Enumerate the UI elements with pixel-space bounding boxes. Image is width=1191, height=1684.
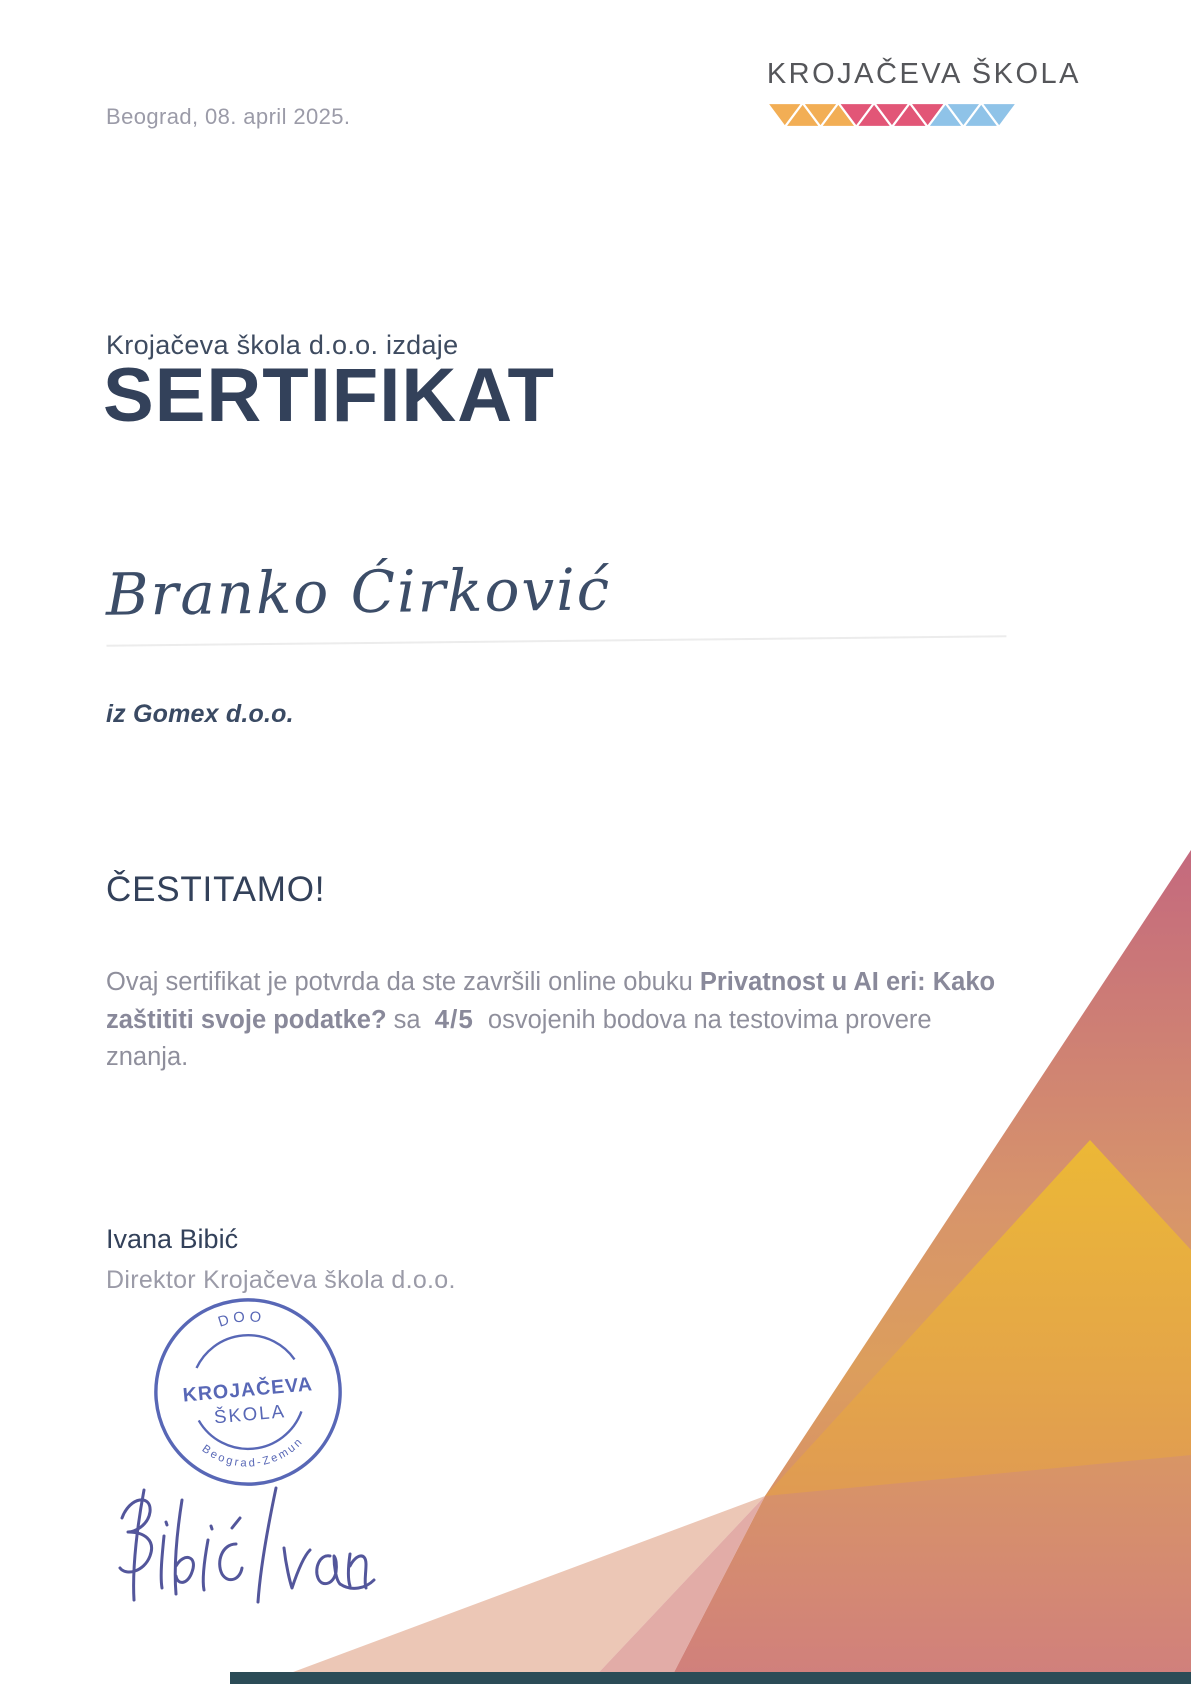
body-part1: Ovaj sertifikat je potvrda da ste završili online obuku bbox=[106, 967, 700, 996]
stamp-bottom-text: Beograd-Zemun bbox=[199, 1434, 307, 1470]
footer-accent-bar bbox=[230, 1672, 1191, 1684]
certificate-title: SERTIFIKAT bbox=[103, 353, 555, 438]
recipient-company: iz Gomex d.o.o. bbox=[106, 700, 294, 728]
recipient-name: Branko Ćirković bbox=[106, 551, 1007, 646]
school-logo-text: KROJAČEVA ŠKOLA bbox=[766, 58, 1081, 90]
director-role: Direktor Krojačeva škola d.o.o. bbox=[106, 1266, 456, 1294]
issue-date: Beograd, 08. april 2025. bbox=[106, 104, 351, 129]
company-stamp bbox=[142, 1286, 354, 1498]
stamp-top-text: DOO bbox=[216, 1309, 266, 1331]
director-name: Ivana Bibić bbox=[106, 1224, 239, 1254]
handwritten-signature bbox=[108, 1478, 378, 1618]
stamp-line1: KROJAČEVA bbox=[181, 1373, 314, 1407]
course-title: Privatnost u AI eri: Kako zaštititi svoje podatke? bbox=[106, 967, 996, 1034]
congrats-heading: ČESTITAMO! bbox=[106, 870, 326, 909]
body-part2: sa bbox=[386, 1005, 428, 1034]
issuer-line: Krojačeva škola d.o.o. izdaje bbox=[106, 330, 459, 360]
stamp-line2: ŠKOLA bbox=[213, 1400, 287, 1428]
school-logo bbox=[767, 58, 1081, 128]
score-value: 4/5 bbox=[434, 1003, 474, 1034]
stamp-inner-arc-top bbox=[194, 1331, 294, 1368]
certificate-body bbox=[106, 964, 1018, 1076]
logo-triangle-strip-icon bbox=[767, 102, 1017, 128]
body-part3: osvojenih bodova na testovima provere znanja. bbox=[106, 1005, 932, 1071]
